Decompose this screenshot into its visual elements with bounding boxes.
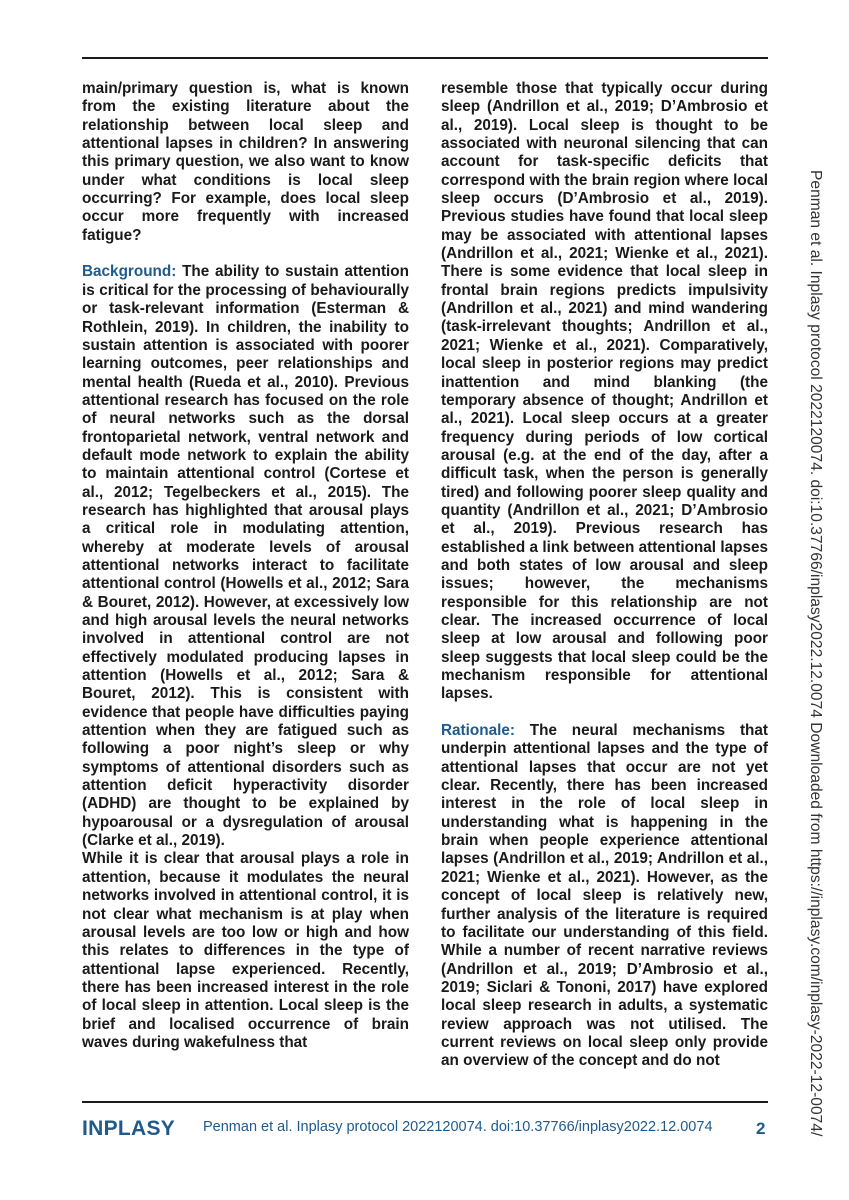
top-rule: [82, 57, 768, 59]
background-text: The ability to sustain attention is critical for the processing of behaviourally or task-relevant information (Esterman & Rothlein, 2019). In children, the inability to sustain attention is associated with poorer learning outcomes, peer relationships and mental health (Rueda et al., 2010). Previous attentional research has focused on the role of neural networks such as the dorsal frontoparietal network, ventral network and default mode network to explain the ability to maintain attentional control (Cortese et al., 2012; Tegelbeckers et al., 2015). The research has highlighted that arousal plays a critical role in modulating attention, whereby at moderate levels of arousal attentional networks interact to facilitate attentional control (Howells et al., 2012; Sara & Bouret, 2012). However, at excessively low and high arousal levels the neural networks involved in attentional control are not effectively modulated producing lapses in attention (Howells et al., 2012; Sara & Bouret, 2012). This is consistent with evidence that people have difficulties paying attention when they are fatigued such as following a poor night’s sleep or why symptoms of attentional disorders such as attention deficit hyperactivity disorder (ADHD) are thought to be explained by hypoarousal or a dysregulation of arousal (Clarke et al., 2019).: [82, 263, 409, 850]
left-column: [82, 80, 409, 1052]
local-sleep-paragraph: resemble those that typically occur during sleep (Andrillon et al., 2019; D’Ambrosio et al., 2019). Local sleep is thought to be associated with neuronal silencing that can account for task-specific deficits that correspond with the brain region where local sleep occurs (D’Ambrosio et al., 2019). Previous studies have found that local sleep may be associated with attentional lapses (Andrillon et al., 2021; Wienke et al., 2021). There is some evidence that local sleep in frontal brain regions predicts impulsivity (Andrillon et al., 2021) and mind wandering (task-irrelevant thoughts; Andrillon et al., 2021; Wienke et al., 2021). Comparatively, local sleep in posterior regions may predict inattention and mind blanking (the temporary absence of thought; Andrillon et al., 2021). Local sleep occurs at a greater frequency during periods of low cortical arousal (e.g. at the end of the day, after a difficult task, when the person is generally tired) and following poorer sleep quality and quantity (Andrillon et al., 2021; D’Ambrosio et al., 2019). Previous research has established a link between attentional lapses and both states of low arousal and sleep issues; however, the mechanisms responsible for this relationship are not clear. The increased occurrence of local sleep at low arousal and following poor sleep suggests that local sleep could be the mechanism responsible for attentional lapses.: [441, 80, 768, 703]
download-sidebar-note: Penman et al. Inplasy protocol 2022120074. doi:10.37766/inplasy2022.12.0074 Downloaded from https://inplasy.com/inplasy-2022-12-0074/: [807, 170, 824, 1137]
page-number: 2: [756, 1119, 766, 1138]
primary-question-paragraph: main/primary question is, what is known from the existing literature about the relationship between local sleep and attentional lapses in children? In answering this primary question, we also want to know under what conditions is local sleep occurring? For example, does local sleep occur more frequently with increased fatigue?: [82, 80, 409, 244]
rationale-text: The neural mechanisms that underpin attentional lapses and the type of attentional lapses that occur are not yet clear. Recently, there has been increased interest in the role of local sleep in understanding what is happening in the brain when people experience attentional lapses (Andrillon et al., 2019; Andrillon et al., 2021; Wienke et al., 2021). However, as the concept of local sleep is relatively new, further analysis of the literature is required to facilitate our understanding of this field. While a number of recent narrative reviews (Andrillon et al., 2019; D’Ambrosio et al., 2019; Siclari & Tononi, 2017) have explored local sleep research in adults, a systematic review approach was not utilised. The current reviews on local sleep only provide an overview of the concept and do not: [441, 722, 768, 1070]
arousal-paragraph: While it is clear that arousal plays a role in attention, because it modulates the neural networks involved in attentional control, it is not clear what mechanism is at play when arousal levels are too low or high and how this relates to differences in the type of attentional lapse experienced. Recently, there has been increased interest in the role of local sleep in attention. Local sleep is the brief and localised occurrence of brain waves during wakefulness that: [82, 850, 409, 1051]
background-paragraph: [82, 263, 409, 850]
footer-brand-logo: INPLASY: [82, 1117, 176, 1140]
rationale-paragraph: [441, 722, 768, 1071]
rationale-heading: Rationale:: [441, 722, 515, 740]
background-heading: Background:: [82, 263, 177, 281]
bottom-rule: [82, 1101, 768, 1103]
right-column: [441, 80, 768, 1071]
footer-citation: Penman et al. Inplasy protocol 2022120074. doi:10.37766/inplasy2022.12.0074: [203, 1119, 713, 1135]
